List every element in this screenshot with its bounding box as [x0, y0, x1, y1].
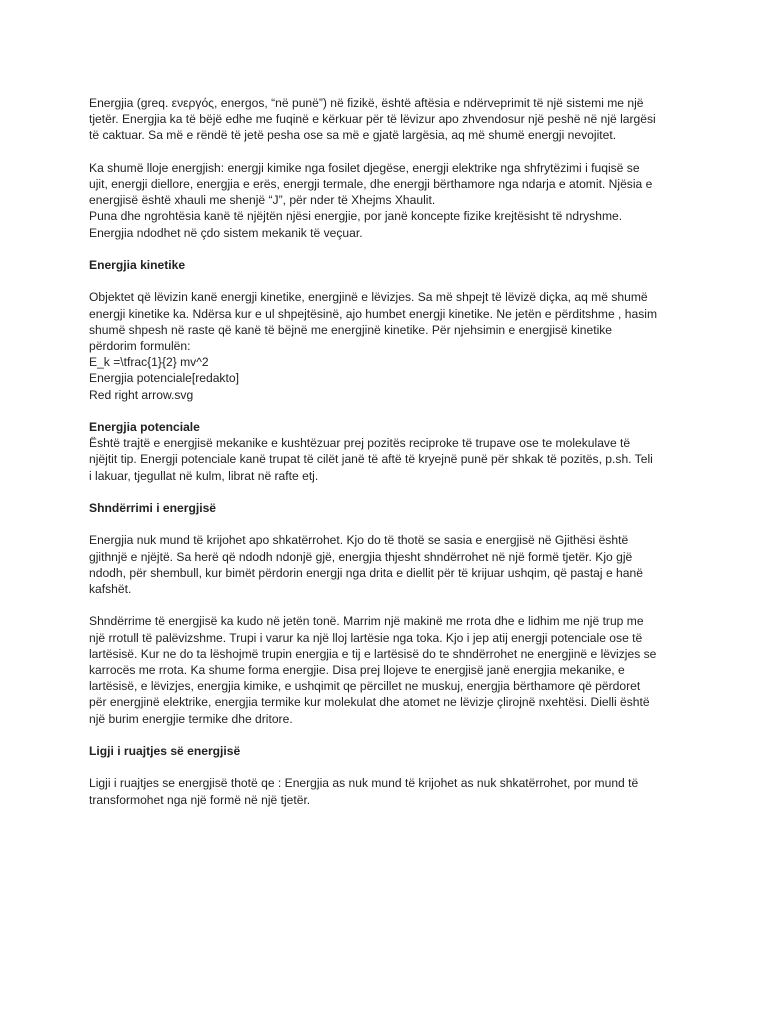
text-line: lartësisë. Kur ne do ta lëshojmë trupin energjia e tij e lartësisë do te shndërrohet ne energjinë e lëvizjes se	[89, 646, 657, 661]
paragraph-gap	[89, 484, 689, 500]
text-line: energjisë është xhauli me shenjë “J”, për nder të Xhejms Xhaulit.	[89, 193, 436, 208]
text-line: Ligji i ruajtjes se energjisë thotë qe : Energjia as nuk mund të krijohet as nuk shkatërrohet, por mund të	[89, 776, 639, 791]
text-line: Puna dhe ngrohtësia kanë të njëjtën njësi energjie, por janë koncepte fizike krejtësisht të ndryshme.	[89, 209, 623, 224]
text-line: përdorim formulën:	[89, 339, 191, 353]
text-line: të caktuar. Sa më e rëndë të jetë pesha ose sa më e gjatë largësia, aq më shumë energji nevojitet.	[89, 128, 617, 143]
text-line: një rrotull të palëvizshme. Trupi i varur ka një lloj lartësie nga toka. Kjo i jep atij energji potenciale ose të	[89, 630, 643, 645]
text-line: tjetër. Energjia ka të bëjë edhe me fuqinë e kërkuar për të lëvizur apo zhvendosur një peshë në një largësi	[89, 112, 656, 127]
formula-line: E_k =\tfrac{1}{2} mv^2	[89, 355, 209, 370]
paragraph-gap	[89, 273, 689, 289]
text-line: shumë shpesh në raste që kanë të bëjnë me energjinë kinetike. Për njehsimin e energjisë kinetike	[89, 322, 613, 337]
text-line: Energjia ndodhet në çdo sistem mekanik të veçuar.	[89, 225, 363, 240]
paragraph-gap	[89, 759, 689, 775]
paragraph-gap	[89, 403, 689, 419]
conservation-heading: Ligji i ruajtjes së energjisë	[89, 744, 241, 758]
text-line: Red right arrow.svg	[89, 387, 194, 402]
intro-paragraph	[89, 95, 689, 144]
text-line: energji kinetike ka. Ndërsa kur e ul shpejtësinë, ajo humbet energji kinetike. Ne jetën e përditshme , hasim	[89, 306, 658, 321]
paragraph-gap	[89, 144, 689, 160]
paragraph-gap	[89, 727, 689, 743]
text-line: Energjia (greq. ενεργός, energos, “në punë”) në fizikë, është aftësia e ndërveprimit të një sistemi me një	[89, 96, 644, 110]
paragraph-gap	[89, 597, 689, 613]
transformation-heading: Shndërrimi i energjisë	[89, 501, 217, 515]
text-line: ujit, energji diellore, energjia e erës, energji termale, dhe energji bërthamore nga ndarja e atomit. Njësia e	[89, 177, 653, 191]
text-line: gjithnjë e njëjtë. Sa herë që ndodh ndonjë gjë, energjia thjesht shndërrohet në një formë tjetër. Kjo gjë	[89, 549, 633, 564]
text-line: Energjia potenciale[redakto]	[89, 371, 239, 386]
conservation-paragraph	[89, 775, 689, 807]
text-line: ndodh, për shembull, kur bimët përdorin energji nga drita e diellit për të krijuar ushqim, që pastaj e hanë	[89, 565, 643, 580]
paragraph-gap	[89, 241, 689, 257]
text-line: Objektet që lëvizin kanë energji kinetike, energjinë e lëvizjes. Sa më shpejt të lëvizë diçka, aq më shumë	[89, 290, 648, 305]
text-line: lartësisë, e lëvizjes, energjia kimike, e ushqimit qe përcillet ne muskuj, energjia bërthamore që përdoret	[89, 679, 641, 694]
text-line: Ka shumë lloje energjish: energji kimike nga fosilet djegëse, energji elektrike nga shfrytëzimi i fuqisë se	[89, 160, 640, 175]
kinetic-paragraph	[89, 289, 689, 402]
kinetic-heading: Energjia kinetike	[89, 258, 186, 272]
text-line: karrocës me rrota. Ka shume forma energjie. Disa prej llojeve te energjisë janë energjia mekanike, e	[89, 663, 625, 677]
text-line: Është trajtë e energjisë mekanike e kushtëzuar prej pozitës reciproke të trupave ose te molekulave të	[89, 436, 631, 451]
text-line: njëjtit tip. Energji potenciale kanë trupat të cilët janë të aftë të kryejnë punë për shkak të pozitës, p.sh. Teli	[89, 452, 653, 467]
transformation-paragraph-1	[89, 532, 689, 597]
paragraph-gap	[89, 516, 689, 532]
potential-heading: Energjia potenciale	[89, 420, 200, 434]
text-line: një burim energjie termike dhe dritore.	[89, 711, 293, 726]
text-line: për energjinë elektrike, energjia termike kur molekulat dhe atomet ne lëvizje çlirojnë nxehtësi. Dielli është	[89, 695, 650, 710]
document-body	[89, 95, 689, 808]
text-line: Shndërrime të energjisë ka kudo në jetën tonë. Marrim një makinë me rrota dhe e lidhim me një trup me	[89, 614, 644, 629]
energy-types-paragraph	[89, 160, 689, 241]
transformation-paragraph-2	[89, 613, 689, 726]
text-line: Energjia nuk mund të krijohet apo shkatërrohet. Kjo do të thotë se sasia e energjisë në Gjithësi është	[89, 533, 629, 548]
potential-paragraph	[89, 435, 689, 484]
text-line: i lakuar, tjegullat në kulm, librat në rafte etj.	[89, 468, 319, 483]
text-line: kafshët.	[89, 582, 132, 596]
text-line: transformohet nga një formë në një tjetër.	[89, 792, 311, 807]
